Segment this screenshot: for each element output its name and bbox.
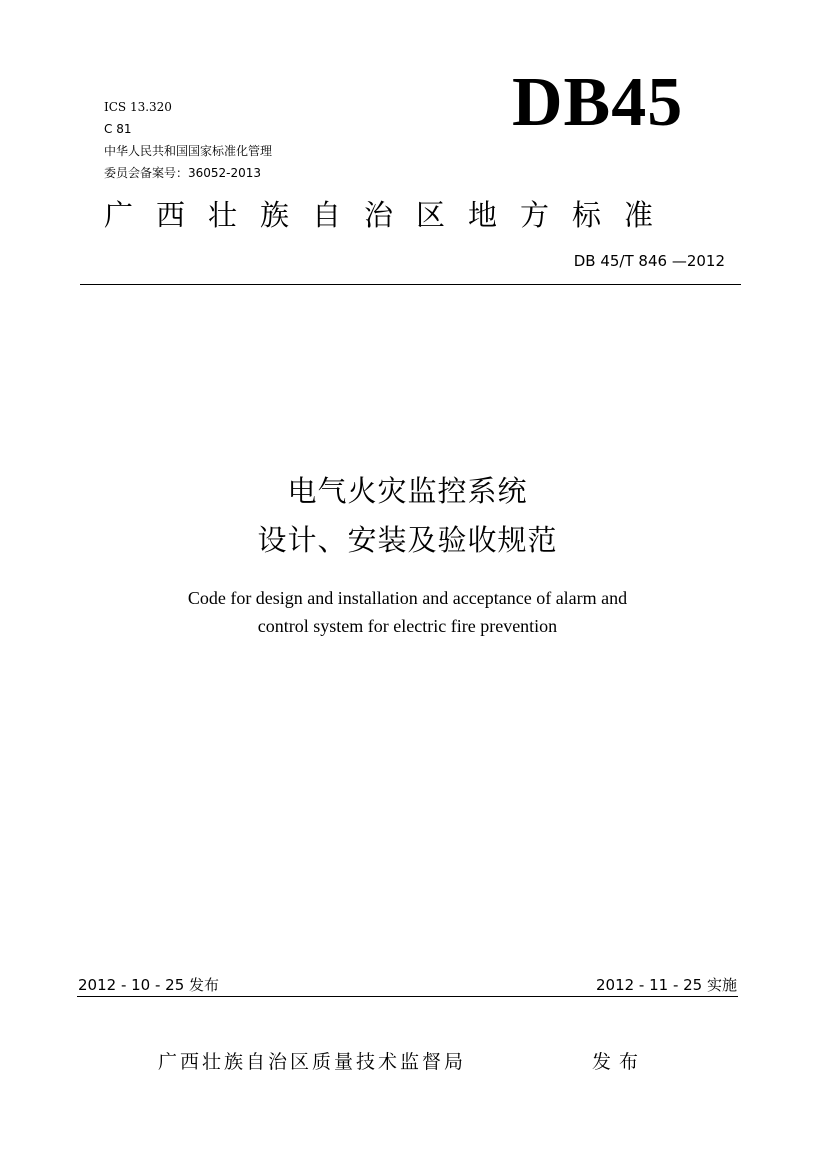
standard-number: DB 45/T 846 —2012 bbox=[573, 252, 725, 270]
registration-number: 委员会备案号：36052-2013 bbox=[104, 166, 262, 180]
title-cn-line-1: 电气火灾监控系统 bbox=[287, 474, 528, 508]
implementation-date: 2012 - 11 - 25 实施 bbox=[595, 976, 737, 994]
bottom-divider bbox=[77, 996, 738, 997]
registration-organization: 中华人民共和国国家标准化管理 bbox=[104, 144, 273, 158]
issuing-authority: 广西壮族自治区质量技术监督局 bbox=[158, 1051, 467, 1073]
title-en-line-2: control system for electric fire prevention bbox=[257, 616, 558, 636]
db45-logo: DB45 bbox=[512, 64, 684, 141]
ccs-code: C 81 bbox=[104, 122, 132, 136]
standard-type-heading: 广西壮族自治区地方标准 bbox=[104, 198, 677, 232]
publish-date: 2012 - 10 - 25 发布 bbox=[78, 976, 220, 994]
ics-code: ICS 13.320 bbox=[104, 100, 172, 114]
top-divider bbox=[80, 284, 741, 285]
title-cn-line-2: 设计、安装及验收规范 bbox=[257, 523, 558, 557]
issue-label: 发布 bbox=[592, 1051, 647, 1073]
title-en-line-1: Code for design and installation and acceptance of alarm and bbox=[187, 588, 628, 608]
